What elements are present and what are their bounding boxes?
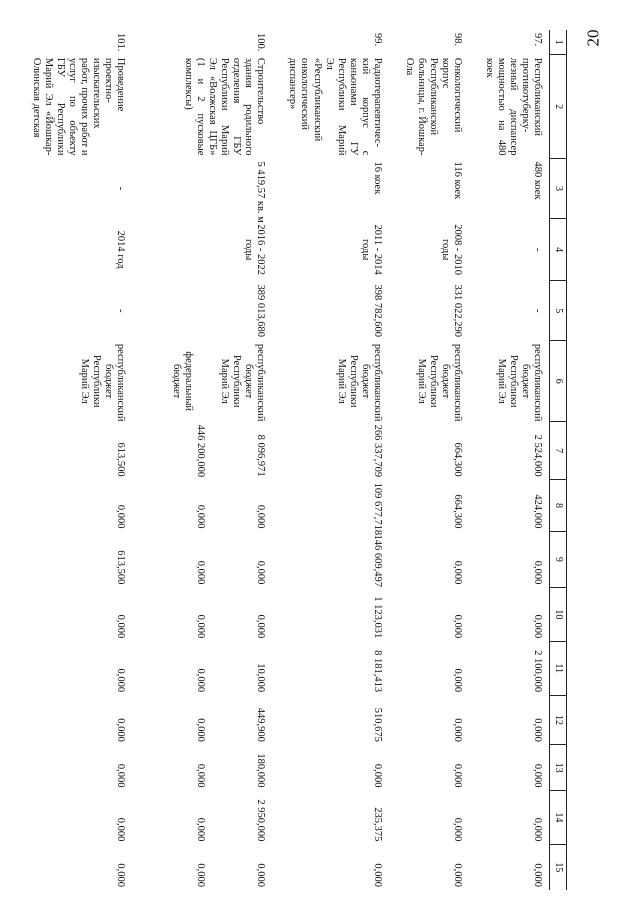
value-year: 510,675 — [371, 707, 383, 742]
object-name: Республиканский противотуберку-лезный диспансер мощностью на 480 коек — [484, 57, 544, 156]
value-year: 109 677,718 — [371, 482, 383, 536]
investment-table — [16, 30, 568, 890]
value-year: 0,000 — [115, 504, 126, 529]
value-year: 0,000 — [115, 817, 126, 842]
row-number: 99. — [371, 33, 383, 47]
value-year: 0,000 — [532, 614, 544, 639]
value-year: 0,000 — [371, 763, 383, 788]
value-year: 0,000 — [255, 614, 267, 639]
funding-source: республиканский бюджет Республики Марий Эл — [496, 343, 544, 422]
value-year: 0,000 — [255, 863, 267, 887]
table-row — [16, 30, 133, 890]
table-row — [272, 30, 389, 890]
value-year: 0,000 — [532, 763, 544, 788]
value-year-cell — [132, 745, 272, 791]
column-header: 12 — [550, 695, 567, 745]
column-header: 3 — [550, 158, 567, 218]
estimated-cost: - — [115, 309, 126, 313]
period: 2016 - 2022 годы — [243, 224, 267, 276]
value-total: 664,300 — [452, 442, 464, 477]
value-year: 613,500 — [115, 550, 126, 585]
row-number: 98. — [452, 33, 464, 47]
value-year: 0,000 — [195, 863, 207, 887]
table-row — [132, 30, 272, 890]
page-number: 20 — [583, 29, 603, 47]
value-year: 2 100,000 — [532, 650, 544, 693]
estimated-cost: - — [532, 309, 544, 313]
row-number: 97. — [532, 33, 544, 47]
value-total: 446 200,000 — [195, 424, 207, 478]
capacity: 116 коек — [452, 161, 464, 200]
value-year-cell — [132, 480, 272, 532]
period: 2008 - 2010 годы — [440, 224, 464, 276]
column-header: 2 — [550, 55, 567, 159]
value-year: 0,000 — [195, 763, 207, 788]
funding-sources — [132, 341, 272, 422]
value-year: 235,375 — [371, 807, 383, 842]
column-header: 15 — [550, 844, 567, 890]
value-year: 0,000 — [532, 817, 544, 842]
column-header: 11 — [550, 641, 567, 695]
capacity: 5 419,57 кв. м — [255, 161, 267, 223]
funding-source: республиканский бюджет Республики Марий Эл — [78, 343, 126, 422]
value-total: 8 096,971 — [255, 434, 267, 477]
value-total: 613,500 — [115, 442, 126, 477]
period: 2011 - 2014 годы — [359, 224, 383, 275]
value-year-cell — [132, 641, 272, 695]
column-header: 10 — [550, 587, 567, 641]
value-year: 0,000 — [452, 668, 464, 693]
object-name: Радиотерапевтичес-кий корпус с каньонами ГУ Республики Марий Эл «Республиканский онкологический диспансер» — [287, 57, 383, 156]
value-total: 266 337,709 — [371, 424, 383, 478]
value-year: 0,000 — [195, 718, 207, 742]
estimated-cost: 389 013,680 — [255, 284, 267, 338]
value-year-cell — [132, 695, 272, 745]
value-year: 0,000 — [532, 718, 544, 742]
value-year: 0,000 — [195, 668, 207, 693]
column-header: 9 — [550, 531, 567, 587]
funding-source: федеральный бюджет — [171, 351, 195, 412]
rotated-table-container — [30, 30, 567, 890]
value-year: 0,000 — [195, 504, 207, 529]
object-name: Проведение проектно-изыскательских работ, прочих работ и услуг по объекту ГБУ Республики Марий Эл «Йошкар-Олинская детская — [30, 57, 126, 156]
value-year: 424,000 — [532, 494, 544, 529]
value-year: 0,000 — [195, 614, 207, 639]
value-year: 0,000 — [452, 763, 464, 788]
column-header: 4 — [550, 219, 567, 281]
value-year: 10,000 — [255, 663, 267, 693]
value-year: 0,000 — [195, 560, 207, 585]
capacity: - — [115, 186, 126, 191]
period: 2014 год — [115, 230, 126, 269]
value-year: 2 950,000 — [255, 799, 267, 842]
value-total-cell — [132, 422, 272, 480]
value-year: 0,000 — [195, 817, 207, 842]
funding-source: республиканский бюджет Республики Марий Эл — [219, 343, 267, 422]
value-year: 0,000 — [115, 614, 126, 639]
table-row — [389, 30, 469, 890]
value-total: 2 524,000 — [532, 434, 544, 477]
column-header: 6 — [550, 341, 567, 422]
value-year: 0,000 — [452, 817, 464, 842]
column-header: 13 — [550, 745, 567, 791]
value-year: 449,900 — [255, 707, 267, 742]
value-year: 1 123,031 — [371, 596, 383, 639]
column-header: 7 — [550, 422, 567, 480]
value-year: 0,000 — [452, 614, 464, 639]
object-name: Онкологический корпус Республиканской больницы, г. Йошкар-Ола — [403, 57, 464, 156]
column-header: 5 — [550, 281, 567, 341]
table-row — [469, 30, 550, 890]
value-year: 0,000 — [115, 863, 126, 887]
object-name: Строительство здания родильного отделения ГБУ Республики Марий Эл «Волжская ЦГБ» (1 и 2 пусковые комплексы) — [183, 57, 267, 156]
capacity: 16 коек — [371, 161, 383, 195]
value-year: 180,000 — [255, 753, 267, 788]
value-year-cell — [132, 844, 272, 890]
value-year: 0,000 — [255, 504, 267, 529]
value-year: 664,300 — [452, 494, 464, 529]
capacity: 480 коек — [532, 161, 544, 200]
period: - — [532, 247, 544, 252]
value-year: 0,000 — [115, 718, 126, 742]
value-year-cell — [132, 790, 272, 844]
estimated-cost: 398 782,600 — [371, 284, 383, 338]
value-year: 0,000 — [532, 863, 544, 887]
row-number: 100. — [255, 33, 267, 52]
column-header: 8 — [550, 480, 567, 532]
value-year: 0,000 — [115, 668, 126, 693]
value-year: 0,000 — [532, 560, 544, 585]
value-year: 0,000 — [115, 763, 126, 788]
column-header: 1 — [550, 30, 567, 55]
value-year: 8 181,413 — [371, 650, 383, 693]
funding-source: республиканский бюджет Республики Марий Эл — [416, 343, 464, 422]
value-year: 0,000 — [452, 863, 464, 887]
value-year: 0,000 — [452, 560, 464, 585]
row-number: 101. — [115, 33, 126, 52]
value-year: 146 609,497 — [371, 534, 383, 587]
value-year-cell — [132, 531, 272, 587]
value-year: 0,000 — [452, 718, 464, 742]
value-year: 0,000 — [255, 560, 267, 585]
value-year: 0,000 — [371, 863, 383, 887]
column-number-row — [550, 30, 567, 890]
column-header: 14 — [550, 790, 567, 844]
funding-source: республиканский бюджет Республики Марий Эл — [335, 343, 383, 422]
value-year-cell — [132, 587, 272, 641]
estimated-cost: 331 022,290 — [452, 284, 464, 338]
